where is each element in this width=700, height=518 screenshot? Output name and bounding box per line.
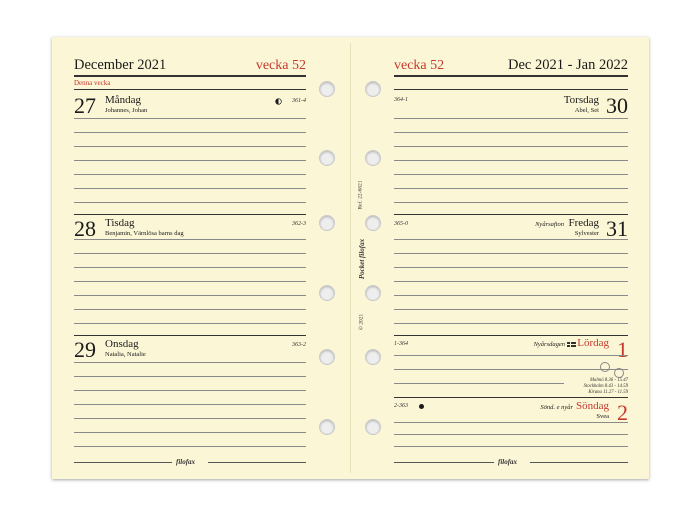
writing-line	[394, 309, 628, 310]
left-footer	[74, 458, 306, 466]
day-number-31: 31	[606, 216, 628, 241]
right-footer	[394, 458, 628, 466]
sun-times	[584, 378, 628, 396]
day-code: 2-363	[394, 403, 408, 409]
writing-line	[74, 309, 306, 310]
writing-line	[394, 118, 628, 119]
writing-line	[394, 446, 628, 447]
right-header	[394, 56, 628, 76]
day-name-thursday: Torsdag	[563, 94, 599, 106]
writing-line	[74, 404, 306, 405]
writing-line	[394, 323, 628, 324]
left-month-title: December 2021	[74, 57, 167, 73]
sun-time-stockholm: Stockholm 8.43 - 14.59	[583, 384, 628, 389]
day-rule	[394, 214, 628, 215]
footer-line	[394, 462, 494, 463]
page-divider	[350, 43, 351, 473]
name-day: Johannes, Johan	[105, 107, 148, 114]
left-page	[74, 37, 306, 479]
writing-line	[394, 295, 628, 296]
holiday-label: Sönd. e nyår	[540, 404, 573, 411]
name-day: Benjamin, Värnlösa barns dag	[105, 230, 184, 237]
binder-hole	[365, 150, 381, 166]
header-rule	[74, 75, 306, 77]
binder-hole	[365, 285, 381, 301]
name-day: Svea	[596, 413, 609, 420]
right-page	[394, 37, 628, 479]
writing-line	[74, 376, 306, 377]
binder-hole	[365, 419, 381, 435]
day-rule	[394, 89, 628, 90]
day-name-saturday: Lördag	[577, 337, 609, 349]
day-name-friday: Fredag	[568, 217, 599, 229]
writing-line	[394, 434, 628, 435]
day-code: 1-364	[394, 341, 408, 347]
name-day: Natalia, Natalie	[105, 351, 146, 358]
writing-line	[394, 202, 628, 203]
writing-line	[394, 239, 628, 240]
writing-line	[74, 239, 306, 240]
writing-line	[74, 362, 306, 363]
writing-line	[394, 267, 628, 268]
binder-hole	[319, 349, 335, 365]
moon-phase-icon	[275, 98, 282, 105]
writing-line	[394, 253, 628, 254]
binder-hole	[365, 215, 381, 231]
spine-ref: Ref. 22-6821	[357, 180, 364, 210]
writing-line	[394, 146, 628, 147]
binder-hole	[365, 81, 381, 97]
left-header	[74, 56, 306, 76]
writing-line	[74, 202, 306, 203]
day-rule	[394, 397, 628, 398]
binder-hole	[319, 150, 335, 166]
footer-line	[530, 462, 628, 463]
writing-line	[394, 383, 564, 384]
day-code: 364-1	[394, 97, 408, 103]
binder-hole	[319, 81, 335, 97]
writing-line	[74, 174, 306, 175]
writing-line	[394, 188, 628, 189]
writing-line	[74, 160, 306, 161]
day-number-1: 1	[617, 337, 628, 362]
sun-time-malmo: Malmö 8.36 - 15.47	[590, 378, 628, 383]
footer-line	[74, 462, 172, 463]
writing-line	[74, 132, 306, 133]
day-name-sunday: Söndag	[576, 400, 609, 412]
writing-line	[74, 146, 306, 147]
day-number-28: 28	[74, 216, 96, 241]
writing-line	[394, 174, 628, 175]
writing-line	[74, 446, 306, 447]
sun-time-kiruna: Kiruna 11.27 - 11.59	[588, 390, 628, 395]
sun-icon	[614, 368, 624, 378]
writing-line	[74, 118, 306, 119]
sun-icon	[600, 362, 610, 372]
new-moon-icon	[419, 404, 424, 409]
writing-line	[74, 253, 306, 254]
writing-line	[74, 281, 306, 282]
right-week-label: vecka 52	[394, 58, 445, 73]
writing-line	[74, 295, 306, 296]
day-code: 362-3	[292, 221, 306, 227]
header-rule	[394, 75, 628, 77]
right-month-title: Dec 2021 - Jan 2022	[507, 57, 628, 73]
writing-line	[74, 432, 306, 433]
writing-line	[394, 422, 628, 423]
footer-line	[208, 462, 306, 463]
binder-hole	[319, 419, 335, 435]
binder-hole	[319, 215, 335, 231]
day-code: 365-0	[394, 221, 408, 227]
binder-hole	[319, 285, 335, 301]
writing-line	[74, 390, 306, 391]
day-number-27: 27	[74, 93, 96, 118]
writing-line	[74, 188, 306, 189]
name-day: Abel, Set	[574, 107, 599, 114]
writing-line	[394, 355, 628, 356]
spine-brand: Pocket filofax	[358, 238, 367, 280]
name-day: Sylvester	[574, 230, 599, 237]
brand-logo: filofax	[498, 458, 518, 466]
day-name-monday: Måndag	[105, 94, 142, 106]
writing-line	[394, 369, 628, 370]
writing-line	[394, 160, 628, 161]
writing-line	[74, 418, 306, 419]
day-name-tuesday: Tisdag	[105, 217, 135, 229]
writing-line	[394, 281, 628, 282]
writing-line	[74, 267, 306, 268]
day-number-30: 30	[606, 93, 628, 118]
day-number-2: 2	[617, 400, 628, 425]
day-code: 361-4	[292, 98, 306, 104]
this-week-label: Denna vecka	[74, 79, 111, 87]
day-rule	[394, 335, 628, 336]
day-rule	[74, 335, 306, 336]
diary-sheet	[52, 37, 649, 479]
day-rule	[74, 89, 306, 90]
day-number-29: 29	[74, 337, 96, 362]
writing-line	[74, 323, 306, 324]
brand-logo: filofax	[176, 458, 196, 466]
writing-line	[394, 132, 628, 133]
holiday-label: Nyårsafton	[535, 221, 564, 228]
left-week-label: vecka 52	[255, 58, 306, 73]
day-code: 363-2	[292, 342, 306, 348]
spine-copyright: © 2021	[358, 313, 365, 331]
swedish-flag-icon	[567, 342, 576, 347]
holiday-label: Nyårsdagen	[533, 341, 565, 348]
binder-hole	[365, 349, 381, 365]
day-rule	[74, 214, 306, 215]
day-name-wednesday: Onsdag	[105, 338, 139, 350]
